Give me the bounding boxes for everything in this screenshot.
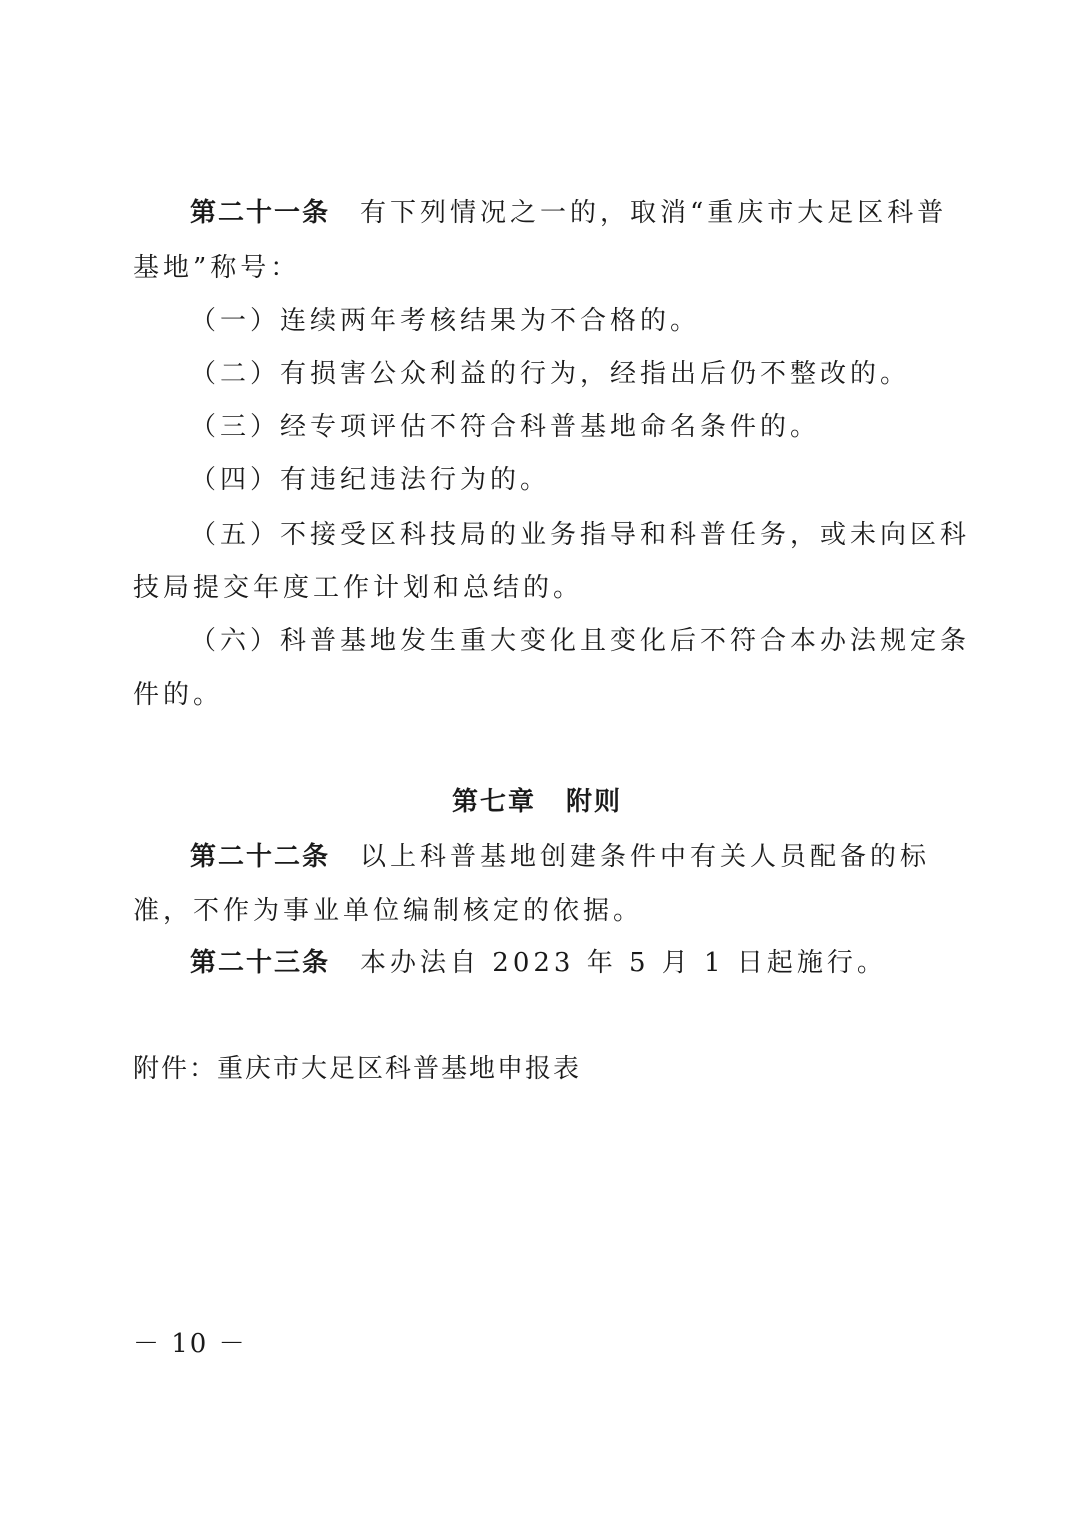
article-23-heading: 第二十三条 [190, 948, 331, 978]
article-22-line-1 [190, 839, 945, 875]
article-22-line-2: 准，不作为事业单位编制核定的依据。 [133, 896, 644, 926]
clause-3: （三）经专项评估不符合科普基地命名条件的。 [190, 412, 821, 442]
clause-1: （一）连续两年考核结果为不合格的。 [190, 306, 701, 336]
article-23-line [190, 945, 945, 981]
clause-4: （四）有违纪违法行为的。 [190, 465, 551, 495]
attachment-line: 附件：重庆市大足区科普基地申报表 [133, 1054, 582, 1084]
clause-5-line-1: （五）不接受区科技局的业务指导和科普任务，或未向区科 [190, 520, 971, 550]
article-21-line-1 [190, 195, 948, 231]
article-21-line-2: 基地”称号： [133, 253, 301, 283]
chapter-7-heading [0, 784, 1074, 820]
clause-6-line-2: 件的。 [133, 680, 224, 710]
chapter-title: 附则 [566, 787, 623, 817]
article-21-text: 有下列情况之一的，取消“重庆市大足区科普 [360, 198, 948, 228]
clause-2: （二）有损害公众利益的行为，经指出后仍不整改的。 [190, 359, 911, 389]
clause-6-line-1: （六）科普基地发生重大变化且变化后不符合本办法规定条 [190, 626, 971, 656]
chapter-number: 第七章 [451, 787, 536, 817]
article-23-text: 本办法自 2023 年 5 月 1 日起施行。 [360, 948, 887, 978]
article-22-heading: 第二十二条 [190, 842, 331, 872]
page-number: － 10 － [133, 1329, 247, 1359]
clause-5-line-2: 技局提交年度工作计划和总结的。 [133, 573, 584, 603]
article-21-heading: 第二十一条 [190, 198, 331, 228]
article-22-text: 以上科普基地创建条件中有关人员配备的标 [360, 842, 931, 872]
